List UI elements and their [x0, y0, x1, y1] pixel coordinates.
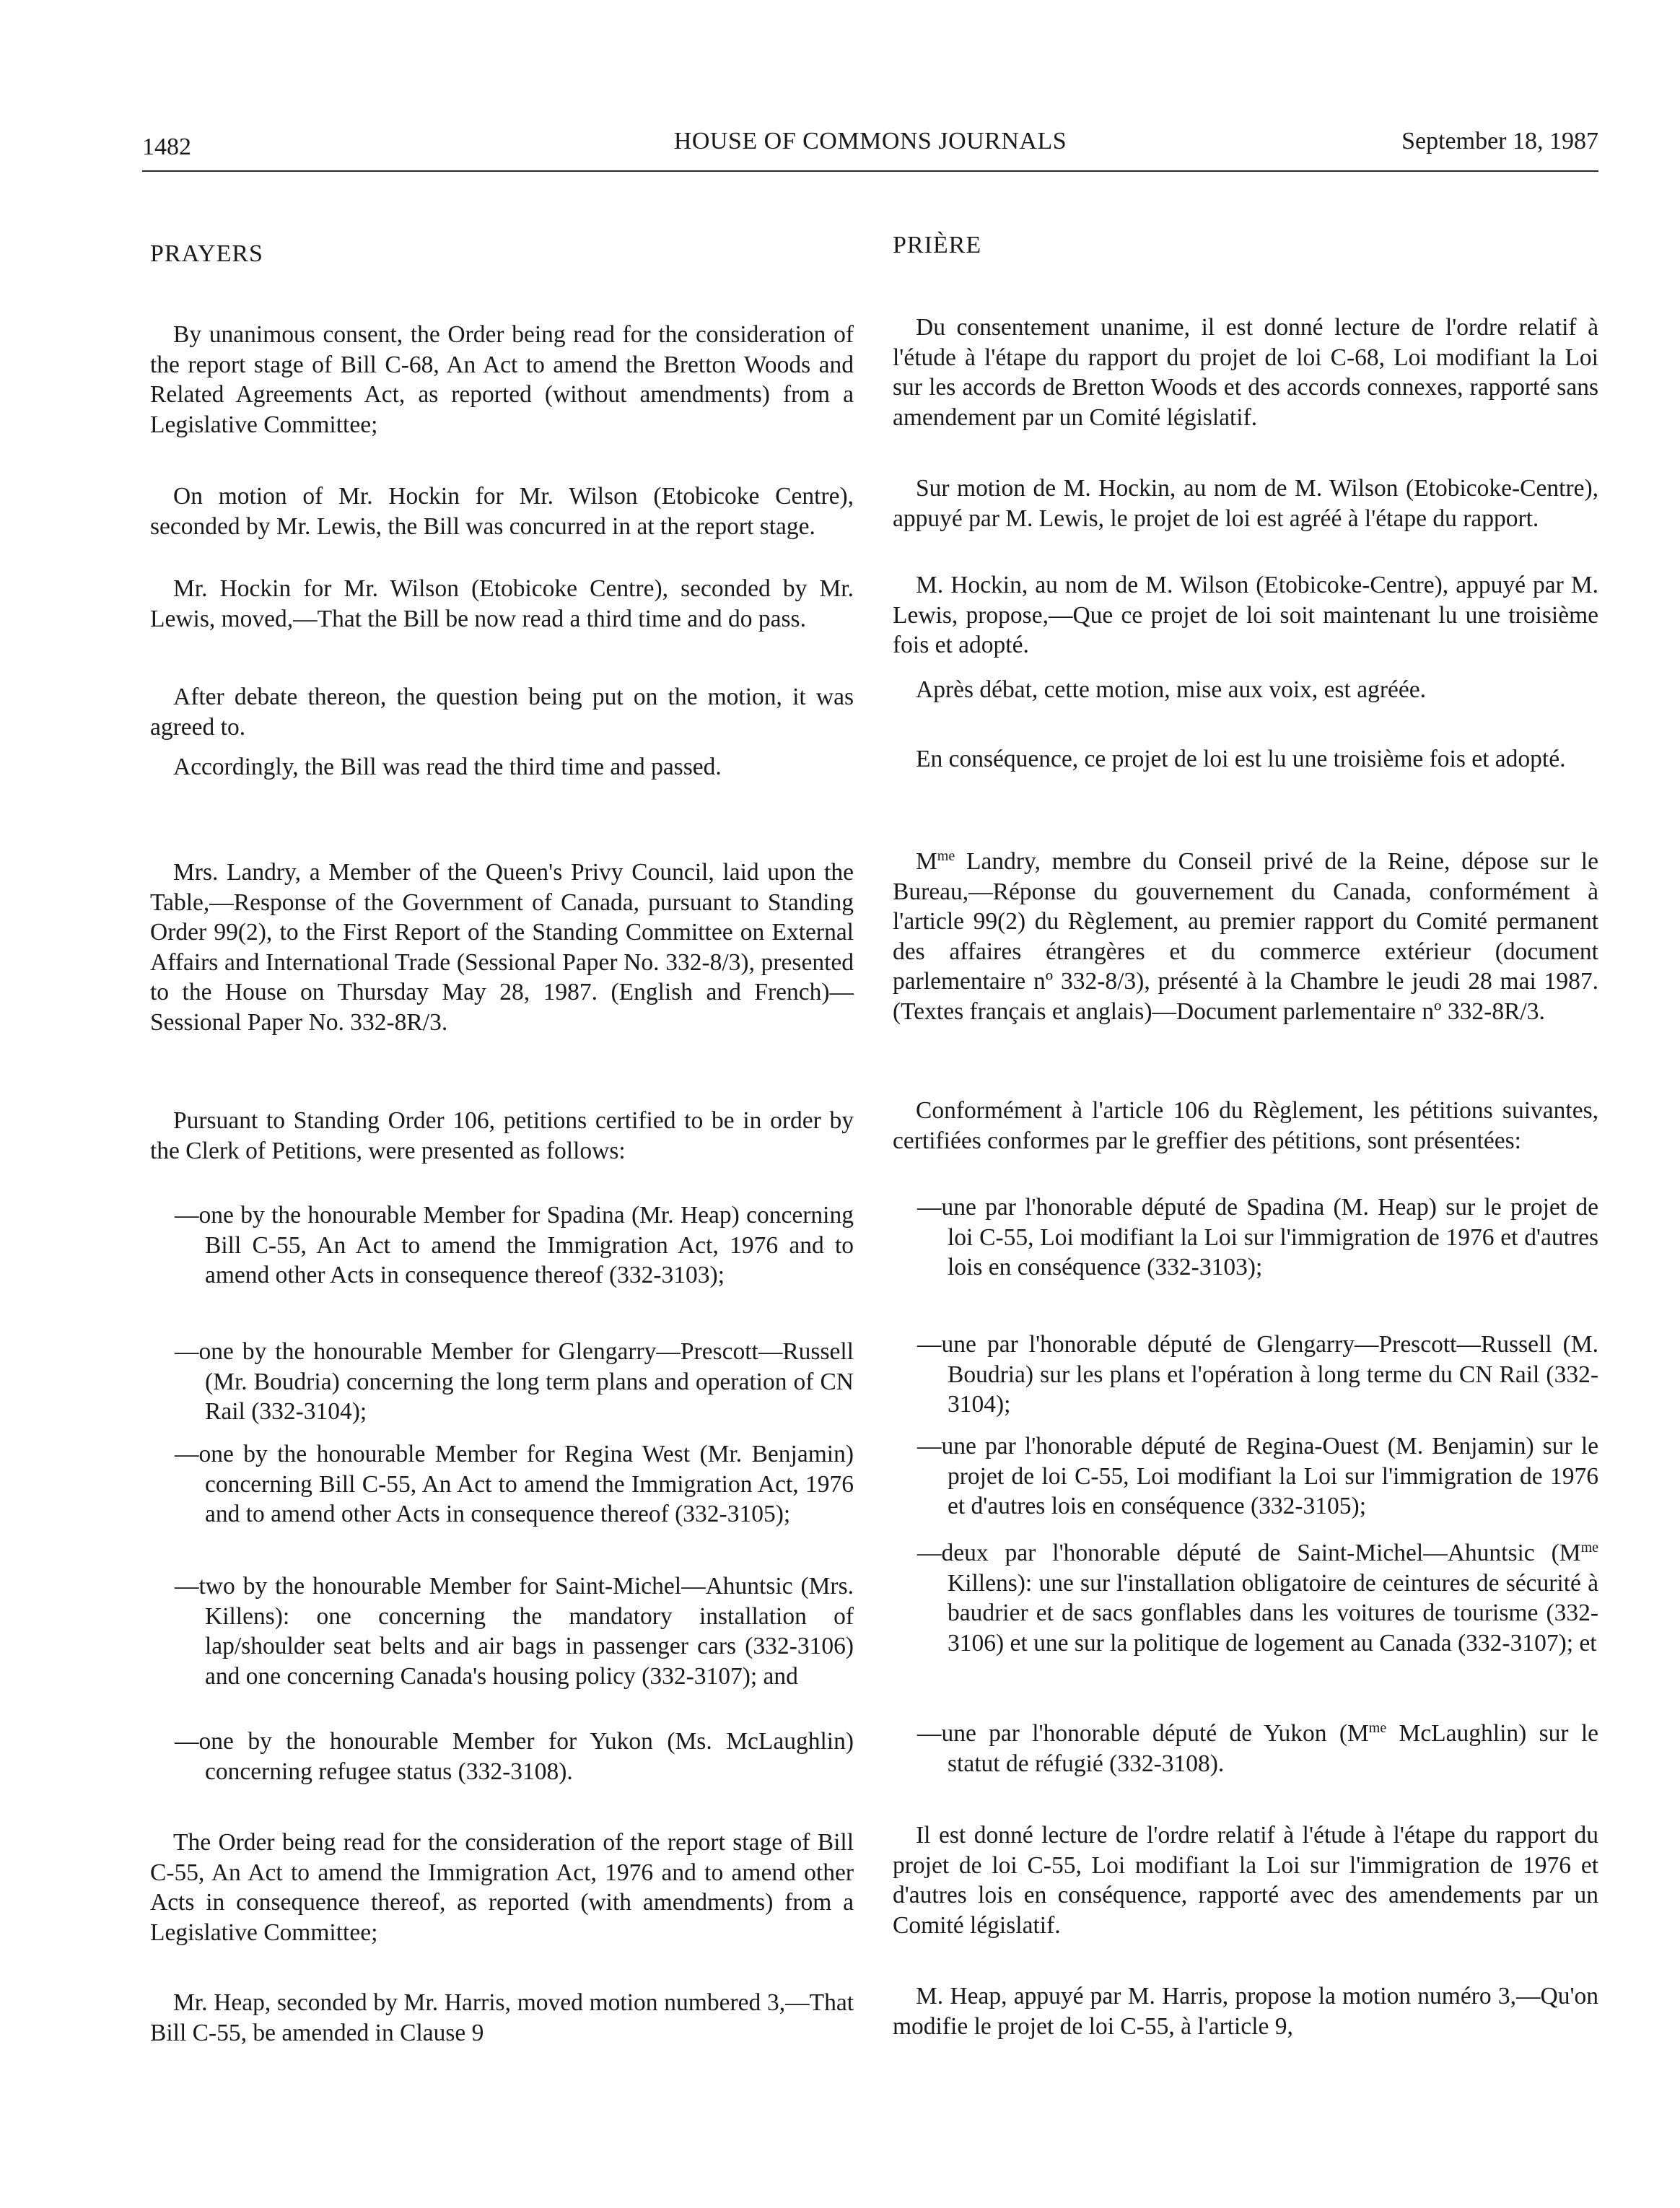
fr-petition-5 — [893, 1714, 1598, 1779]
fr-petition-4-b: Killens): une sur l'installation obligatoire de ceintures de sécurité à baudrier et de sacs gonflables dans les voitures de tourisme (332-3106) et une sur la politique de logement au Canada (332-3107); et — [948, 1569, 1598, 1657]
french-heading: PRIÈRE — [893, 232, 982, 258]
en-paragraph-9: Mr. Heap, seconded by Mr. Harris, moved motion numbered 3,—That Bill C-55, be amended in Clause 9 — [150, 1989, 854, 2046]
fr-petition-3: —une par l'honorable député de Regina-Ouest (M. Benjamin) sur le projet de loi C-55, Loi modifiant la Loi sur l'immigration de 1976 et d'autres lois en conséquence (332-3105); — [917, 1433, 1598, 1519]
fr-paragraph-9: M. Heap, appuyé par M. Harris, propose la motion numéro 3,—Qu'on modifie le projet de loi C-55, à l'article 9, — [893, 1983, 1598, 2040]
fr-paragraph-5: En conséquence, ce projet de loi est lu une troisième fois et adopté. — [916, 746, 1566, 772]
fr-title-m: M — [916, 848, 937, 876]
fr-paragraph-4: Après débat, cette motion, mise aux voix, est agréée. — [916, 676, 1426, 703]
en-paragraph-2: On motion of Mr. Hockin for Mr. Wilson (Etobicoke Centre), seconded by Mr. Lewis, the Bill was concurred in at the report stage. — [150, 483, 854, 540]
en-paragraph-3: Mr. Hockin for Mr. Wilson (Etobicoke Centre), seconded by Mr. Lewis, moved,—That the Bill be now read a third time and do pass. — [150, 575, 854, 632]
fr-petition-2: —une par l'honorable député de Glengarry—Prescott—Russell (M. Boudria) sur les plans et l'opération à long terme du CN Rail (332-3104); — [917, 1331, 1598, 1418]
english-heading: PRAYERS — [150, 240, 263, 267]
fr-paragraph-6-text: Landry, membre du Conseil privé de la Reine, dépose sur le Bureau,—Réponse du gouvernement du Canada, conformément à l'article 99(2) du Règlement, au premier rapport du Comité permanent des affaires étrangères et du commerce extérieur (document parlementaire nº 332-8/3), présenté à la Chambre le jeudi 28 mai 1987. (Textes français et anglais)—Document parlementaire nº 332-8R/3. — [893, 848, 1598, 1025]
page-header — [142, 124, 1598, 167]
journal-title: HOUSE OF COMMONS JOURNALS — [673, 128, 1067, 154]
en-petition-3: —one by the honourable Member for Regina West (Mr. Benjamin) concerning Bill C-55, An Act to amend the Immigration Act, 1976 and to amend other Acts in consequence thereof (332-3105); — [175, 1441, 854, 1527]
fr-paragraph-3: M. Hockin, au nom de M. Wilson (Etobicoke-Centre), appuyé par M. Lewis, propose,—Que ce projet de loi soit maintenant lu une troisième fois et adopté. — [893, 572, 1598, 658]
en-paragraph-6: Mrs. Landry, a Member of the Queen's Privy Council, laid upon the Table,—Response of the Government of Canada, pursuant to Standing Order 99(2), to the First Report of the Standing Committee on External Affairs and International Trade (Sessional Paper No. 332-8/3), presented to the House on Thursday May 28, 1987. (English and French)—Sessional Paper No. 332-8R/3. — [150, 859, 854, 1036]
fr-petition-5-sup: me — [1368, 1720, 1387, 1736]
fr-paragraph-7: Conformément à l'article 106 du Règlement, les pétitions suivantes, certifiées conformes par le greffier des pétitions, sont présentées: — [893, 1097, 1598, 1154]
en-paragraph-1: By unanimous consent, the Order being read for the consideration of the report stage of Bill C-68, An Act to amend the Bretton Woods and Related Agreements Act, as reported (without amendments) from a Legislative Committee; — [150, 321, 854, 438]
fr-petition-4-a: —deux par l'honorable député de Saint-Michel—Ahuntsic (M — [917, 1540, 1581, 1567]
page-number: 1482 — [142, 134, 191, 160]
en-paragraph-7: Pursuant to Standing Order 106, petitions certified to be in order by the Clerk of Petitions, were presented as follows: — [150, 1107, 854, 1164]
fr-paragraph-1: Du consentement unanime, il est donné lecture de l'ordre relatif à l'étude à l'étape du rapport du projet de loi C-68, Loi modifiant la Loi sur les accords de Bretton Woods et des accords connexes, rapporté sans amendement par un Comité législatif. — [893, 314, 1598, 431]
fr-petition-5-b: McLaughlin) sur le statut de réfugié (332-3108). — [948, 1720, 1598, 1777]
fr-petition-1: —une par l'honorable député de Spadina (M. Heap) sur le projet de loi C-55, Loi modifiant la Loi sur l'immigration de 1976 et d'autres lois en conséquence (332-3103); — [917, 1194, 1598, 1280]
fr-petition-4 — [893, 1533, 1598, 1658]
fr-paragraph-2: Sur motion de M. Hockin, au nom de M. Wilson (Etobicoke-Centre), appuyé par M. Lewis, le projet de loi est agréé à l'étape du rapport. — [893, 475, 1598, 532]
en-paragraph-4: After debate thereon, the question being put on the motion, it was agreed to. — [150, 684, 854, 741]
en-petition-2: —one by the honourable Member for Glengarry—Prescott—Russell (Mr. Boudria) concerning the long term plans and operation of CN Rail (332-3104); — [175, 1338, 854, 1425]
journal-date: September 18, 1987 — [1401, 128, 1598, 154]
fr-paragraph-6 — [893, 842, 1598, 1026]
en-petition-4: —two by the honourable Member for Saint-Michel—Ahuntsic (Mrs. Killens): one concerning the mandatory installation of lap/shoulder seat belts and air bags in passenger cars (332-3106) and one concerning Canada's housing policy (332-3107); and — [175, 1573, 854, 1690]
fr-petition-5-a: —une par l'honorable député de Yukon (M — [917, 1720, 1369, 1747]
en-paragraph-8: The Order being read for the consideration of the report stage of Bill C-55, An Act to amend the Immigration Act, 1976 and to amend other Acts in consequence thereof, as reported (with amendments) from a Legislative Committee; — [150, 1829, 854, 1946]
fr-petition-4-sup: me — [1580, 1540, 1598, 1555]
en-petition-5: —one by the honourable Member for Yukon (Ms. McLaughlin) concerning refugee status (332-3108). — [175, 1728, 854, 1785]
fr-title-sup: me — [937, 848, 955, 864]
header-rule — [142, 170, 1598, 172]
en-petition-1: —one by the honourable Member for Spadina (Mr. Heap) concerning Bill C-55, An Act to amend the Immigration Act, 1976 and to amend other Acts in consequence thereof (332-3103); — [175, 1202, 854, 1288]
fr-paragraph-8: Il est donné lecture de l'ordre relatif à l'étude à l'étape du rapport du projet de loi C-55, Loi modifiant la Loi sur l'immigration de 1976 et d'autres lois en conséquence, rapporté avec des amendements par un Comité législatif. — [893, 1822, 1598, 1939]
en-paragraph-5: Accordingly, the Bill was read the third time and passed. — [173, 754, 722, 780]
